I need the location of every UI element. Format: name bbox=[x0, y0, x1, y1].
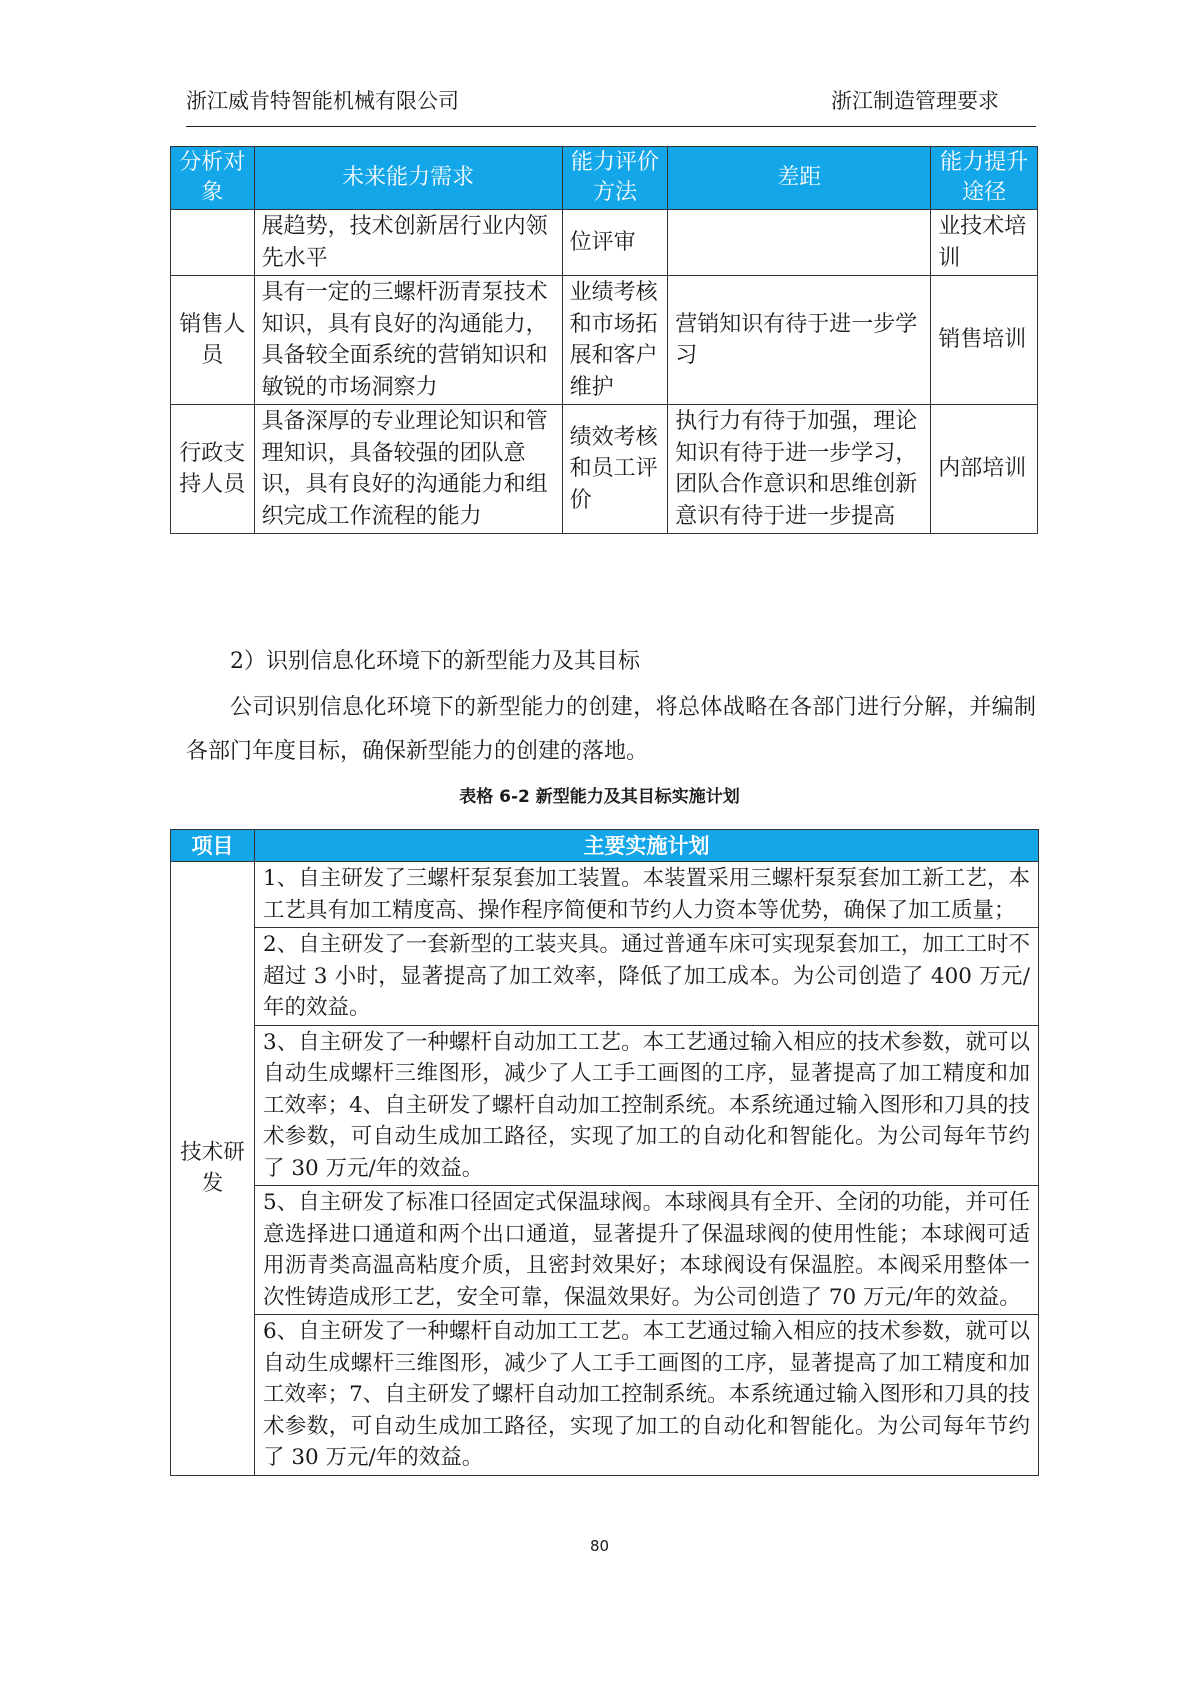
cell-requirement: 具有一定的三螺杆沥青泵技术知识，具有良好的沟通能力，具备较全面系统的营销知识和敏锐的市场洞察力 bbox=[254, 276, 562, 405]
cell-plan: 2、自主研发了一套新型的工装夹具。通过普通车床可实现泵套加工，加工工时不超过 3 小时，显著提高了加工效率，降低了加工成本。为公司创造了 400 万元/年的效益。 bbox=[255, 928, 1039, 1026]
cell-requirement: 展趋势，技术创新居行业内领先水平 bbox=[254, 210, 562, 276]
table-caption: 表格 6-2 新型能力及其目标实施计划 bbox=[459, 787, 740, 807]
cell-plan: 3、自主研发了一种螺杆自动加工工艺。本工艺通过输入相应的技术参数，就可以自动生成螺杆三维图形，减少了人工手工画图的工序，显著提高了加工精度和加工效率；4、自主研发了螺杆自动加工控制系统。本系统通过输入图形和刀具的技术参数，可自动生成加工路径，实现了加工的自动化和智能化。为公司每年节约了 30 万元/年的效益。 bbox=[255, 1025, 1039, 1186]
cell-requirement: 具备深厚的专业理论知识和管理知识，具备较强的团队意识，具有良好的沟通能力和组织完成工作流程的能力 bbox=[254, 405, 562, 534]
header-improvement-path: 能力提升途径 bbox=[931, 147, 1038, 210]
cell-plan: 1、自主研发了三螺杆泵泵套加工装置。本装置采用三螺杆泵泵套加工新工艺，本工艺具有加工精度高、操作程序简便和节约人力资本等优势，确保了加工质量； bbox=[255, 862, 1039, 928]
table-header-row bbox=[171, 830, 1039, 862]
cell-gap bbox=[668, 210, 931, 276]
cell-method: 位评审 bbox=[562, 210, 668, 276]
cell-plan: 5、自主研发了标准口径固定式保温球阀。本球阀具有全开、全闭的功能，并可任意选择进口通道和两个出口通道，显著提升了保温球阀的使用性能；本球阀可适用沥青类高温高粘度介质，且密封效果好；本球阀设有保温腔。本阀采用整体一次性铸造成形工艺，安全可靠，保温效果好。为公司创造了 70 万元/年的效益。 bbox=[255, 1186, 1039, 1315]
cell-object bbox=[171, 210, 255, 276]
header-rule bbox=[186, 126, 1036, 127]
table-row bbox=[171, 1315, 1039, 1476]
page-header bbox=[186, 86, 999, 116]
cell-path: 销售培训 bbox=[931, 276, 1038, 405]
document-title: 浙江制造管理要求 bbox=[831, 89, 999, 113]
page-number: 80 bbox=[589, 1537, 610, 1555]
cell-object: 销售人员 bbox=[171, 276, 255, 405]
table-row bbox=[171, 405, 1038, 534]
header-project: 项目 bbox=[171, 830, 255, 862]
header-main-plan: 主要实施计划 bbox=[255, 830, 1039, 862]
table-row bbox=[171, 928, 1039, 1026]
cell-path: 内部培训 bbox=[931, 405, 1038, 534]
company-name: 浙江威肯特智能机械有限公司 bbox=[186, 89, 459, 113]
section-heading: 2）识别信息化环境下的新型能力及其目标 bbox=[230, 649, 640, 674]
cell-path: 业技术培训 bbox=[931, 210, 1038, 276]
section-body: 公司识别信息化环境下的新型能力的创建，将总体战略在各部门进行分解，并编制各部门年度目标，确保新型能力的创建的落地。 bbox=[186, 695, 1036, 764]
implementation-plan-table bbox=[170, 829, 1039, 1476]
cell-object: 行政支持人员 bbox=[171, 405, 255, 534]
cell-method: 业绩考核和市场拓展和客户维护 bbox=[562, 276, 668, 405]
header-analysis-object: 分析对象 bbox=[171, 147, 255, 210]
cell-plan: 6、自主研发了一种螺杆自动加工工艺。本工艺通过输入相应的技术参数，就可以自动生成螺杆三维图形，减少了人工手工画图的工序，显著提高了加工精度和加工效率；7、自主研发了螺杆自动加工控制系统。本系统通过输入图形和刀具的技术参数，可自动生成加工路径，实现了加工的自动化和智能化。为公司每年节约了 30 万元/年的效益。 bbox=[255, 1315, 1039, 1476]
header-gap: 差距 bbox=[668, 147, 931, 210]
cell-method: 绩效考核和员工评价 bbox=[562, 405, 668, 534]
table-row bbox=[171, 210, 1038, 276]
cell-gap: 执行力有待于加强，理论知识有待于进一步学习，团队合作意识和思维创新意识有待于进一步提高 bbox=[668, 405, 931, 534]
header-evaluation-method: 能力评价方法 bbox=[562, 147, 668, 210]
table-row bbox=[171, 276, 1038, 405]
table-row bbox=[171, 1025, 1039, 1186]
header-future-requirement: 未来能力需求 bbox=[254, 147, 562, 210]
cell-gap: 营销知识有待于进一步学习 bbox=[668, 276, 931, 405]
table-row bbox=[171, 1186, 1039, 1315]
table-header-row bbox=[171, 147, 1038, 210]
capability-analysis-table bbox=[170, 146, 1038, 534]
table-row bbox=[171, 862, 1039, 928]
cell-project: 技术研发 bbox=[171, 862, 255, 1476]
